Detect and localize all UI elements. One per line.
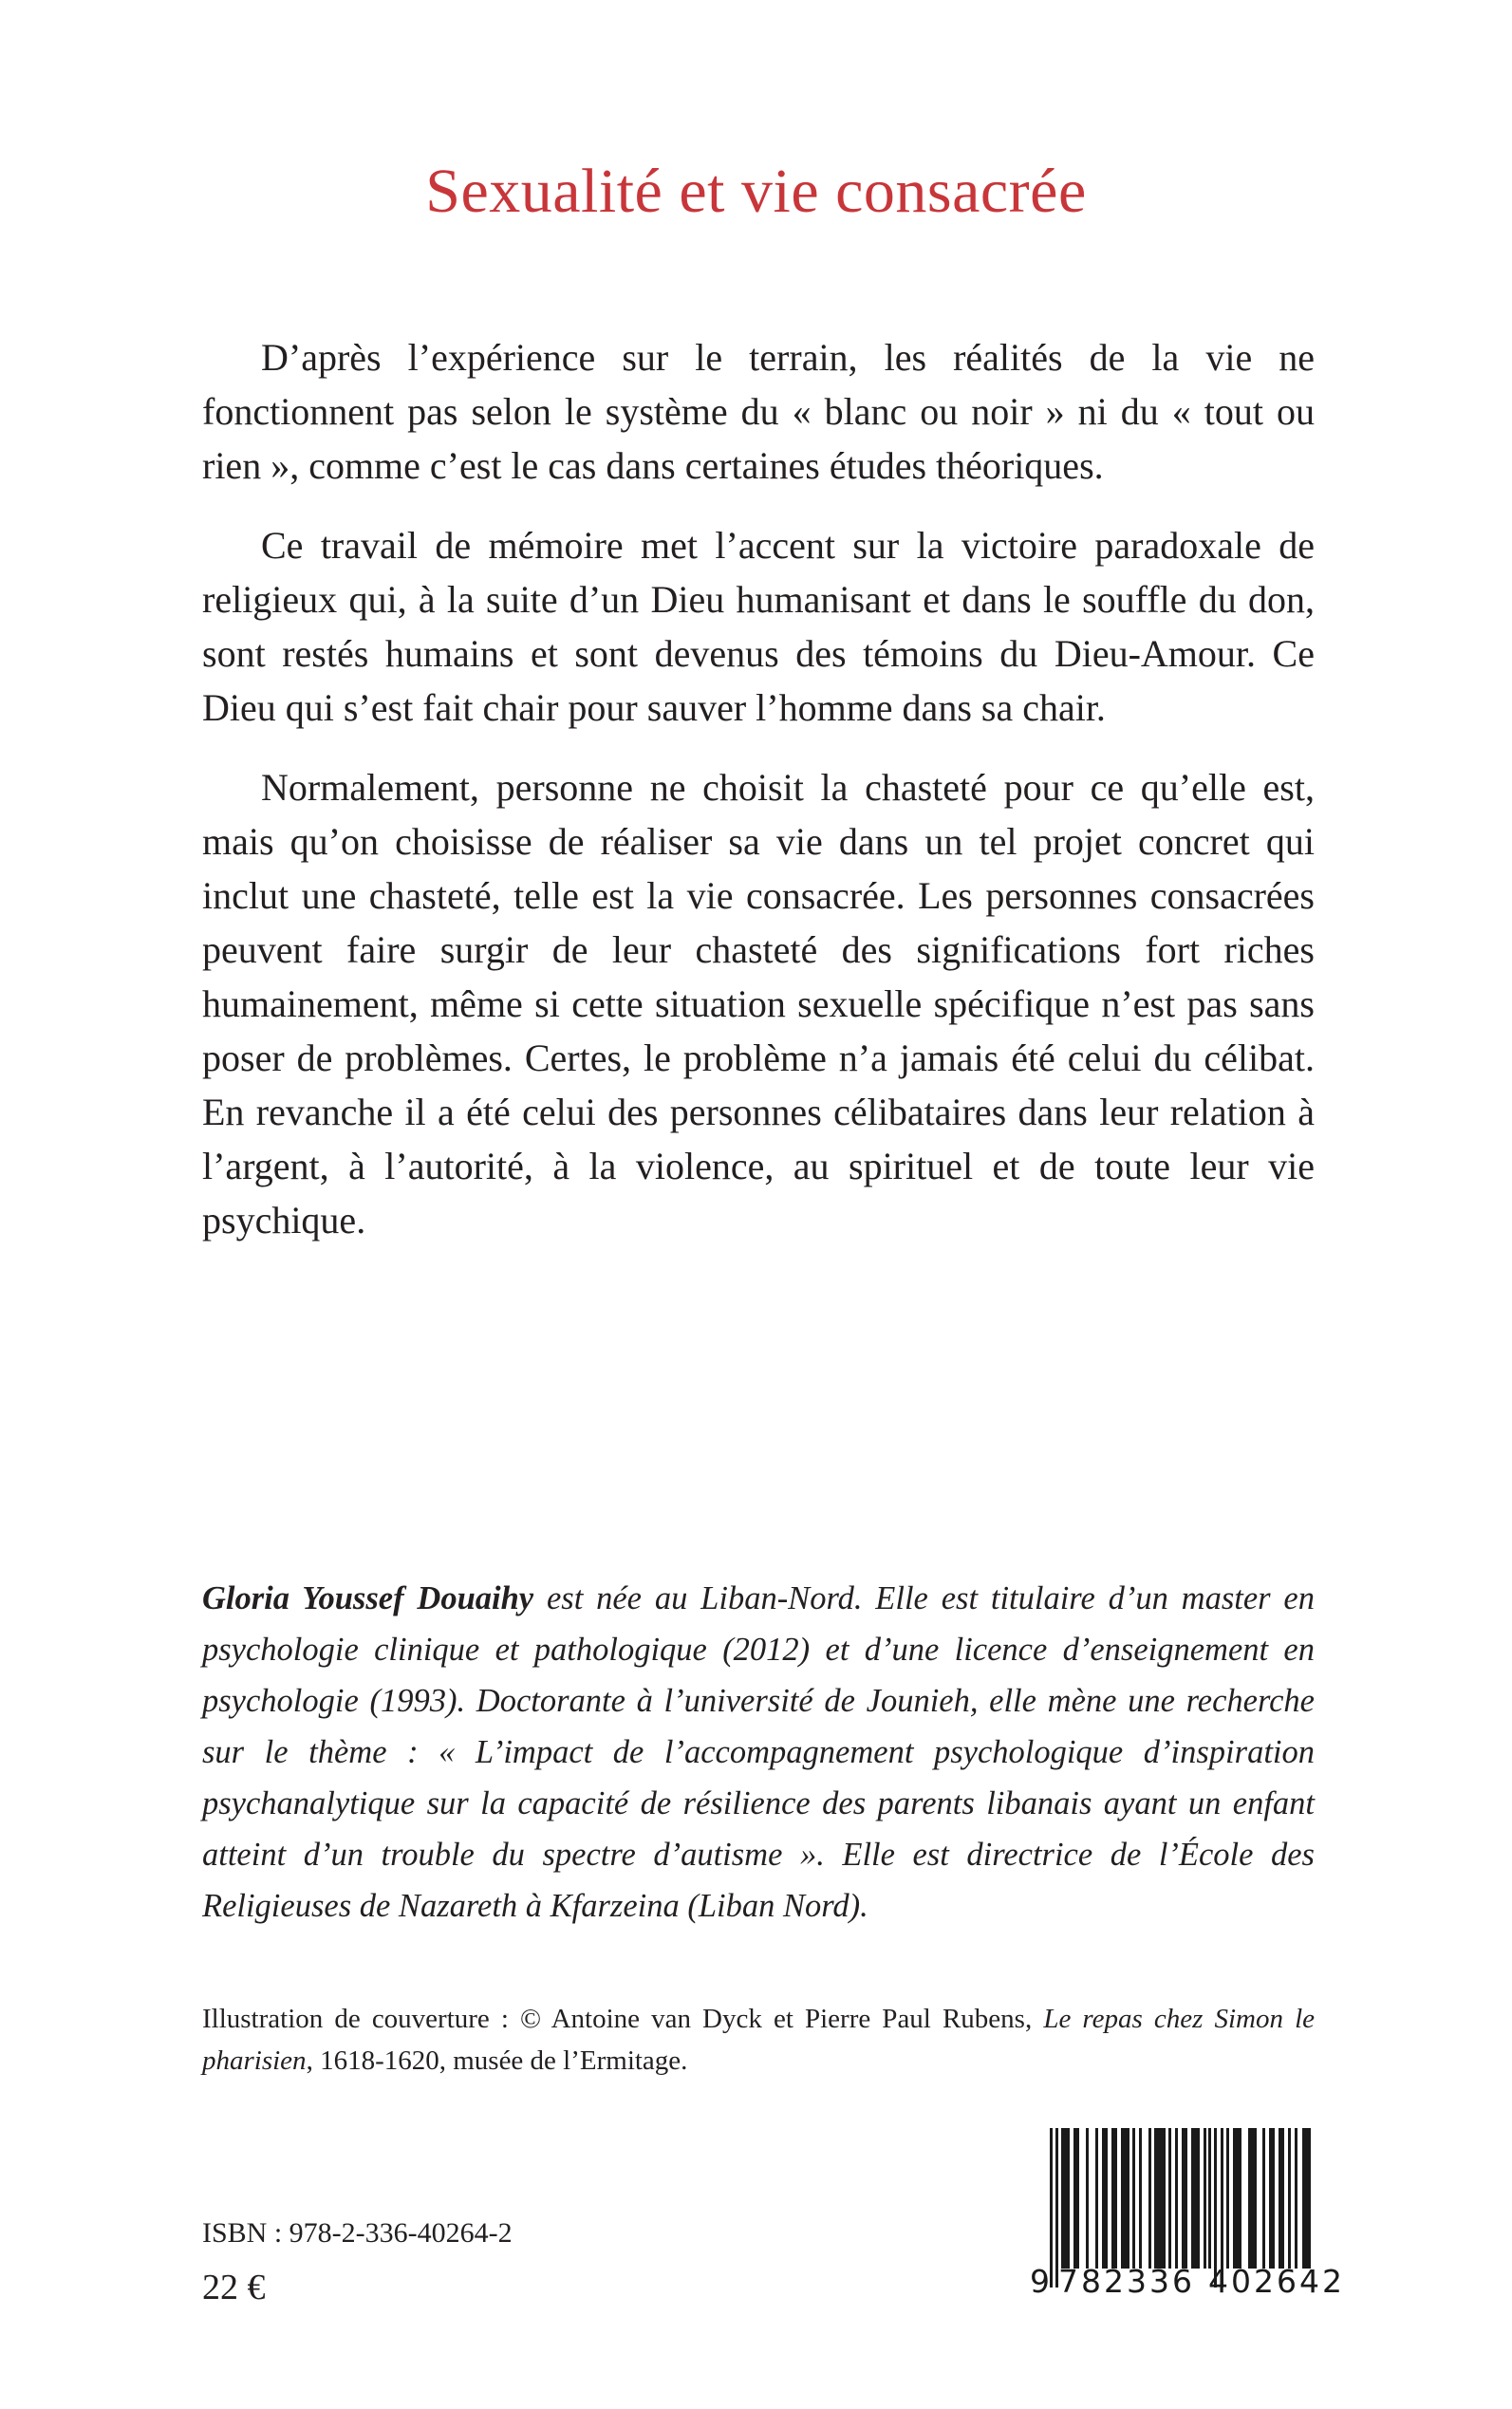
author-name: Gloria Youssef Douaihy [202, 1580, 534, 1616]
author-bio [202, 1573, 1315, 1932]
book-summary [202, 330, 1315, 1273]
summary-paragraph: Normalement, personne ne choisit la chasteté pour ce qu’elle est, mais qu’on choisisse de réaliser sa vie dans un tel projet concret qui inclut une chasteté, telle est la vie consacrée. Les personnes consacrées peuvent faire surgir de leur chasteté des significations fort riches humainement, même si cette situation sexuelle spécifique n’est pas sans poser de problèmes. Certes, le problème n’a jamais été celui du célibat. En revanche il a été celui des personnes célibataires dans leur relation à l’argent, à l’autorité, à la violence, au spirituel et de toute leur vie psychique. [202, 766, 1315, 1242]
credit-prefix: Illustration de couverture : © Antoine van Dyck et Pierre Paul Rubens, [202, 2004, 1044, 2034]
author-bio-text: est née au Liban-Nord. Elle est titulaire d’un master en psychologie clinique et pathologique (2012) et d’une licence d’enseignement en psychologie (1993). Doctorante à l’université de Jounieh, elle mène une recherche sur le thème : « L’impact de l’accompagnement psychologique d’inspiration psychanalytique sur la capacité de résilience des parents libanais ayant un enfant atteint d’un trouble du spectre d’autisme ». Elle est directrice de l’École des Religieuses de Nazareth à Kfarzeina (Liban Nord). [202, 1580, 1315, 1924]
artwork-title: Le repas chez Simon le pharisien [202, 2004, 1316, 2076]
summary-paragraph: Ce travail de mémoire met l’accent sur la victoire paradoxale de religieux qui, à la suite d’un Dieu humanisant et dans le souffle du don, sont restés humains et sont devenus des témoins du Dieu-Amour. Ce Dieu qui s’est fait chair pour sauver l’homme dans sa chair. [202, 524, 1315, 729]
credit-suffix: , 1618-1620, musée de l’Ermitage. [306, 2045, 688, 2076]
illustration-credit [202, 1998, 1315, 2082]
barcode-digits [1030, 2263, 1345, 2301]
barcode-left-group: 782336 [1058, 2263, 1195, 2300]
isbn: ISBN : 978-2-336-40264-2 [202, 2217, 513, 2249]
barcode-lead-digit: 9 [1030, 2263, 1053, 2300]
price: 22 € [202, 2268, 266, 2307]
summary-paragraph: D’après l’expérience sur le terrain, les réalités de la vie ne fonctionnent pas selon le système du « blanc ou noir » ni du « tout ou rien », comme c’est le cas dans certaines études théoriques. [202, 336, 1315, 487]
book-title: Sexualité et vie consacrée [425, 157, 1087, 227]
barcode-right-group: 402642 [1207, 2263, 1345, 2300]
